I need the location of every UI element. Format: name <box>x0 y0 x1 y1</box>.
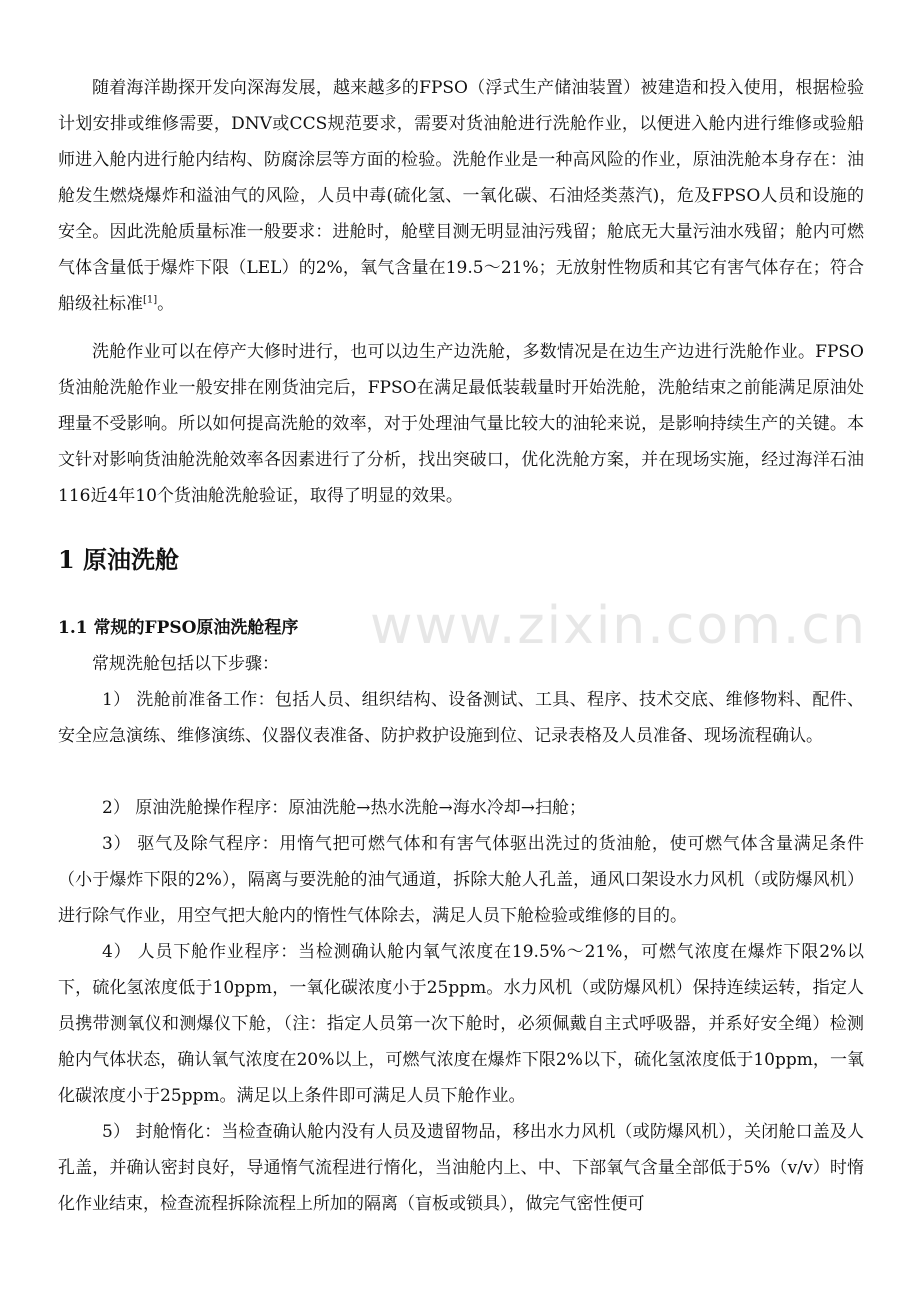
paragraph-intro-1 <box>58 70 864 322</box>
step-3: 3） 驱气及除气程序：用惰气把可燃气体和有害气体驱出洗过的货油舱，使可燃气体含量满足条件（小于爆炸下限的2%），隔离与要洗舱的油气通道，拆除大舱人孔盖，通风口架设水力风机（或防爆风机）进行除气作业，用空气把大舱内的惰性气体除去，满足人员下舱检验或维修的目的。 <box>58 834 864 926</box>
step-2: 2） 原油洗舱操作程序：原油洗舱→热水洗舱→海水冷却→扫舱； <box>102 798 586 818</box>
paragraph-intro-1-end: 。 <box>157 294 175 314</box>
step-1: 1） 洗舱前准备工作：包括人员、组织结构、设备测试、工具、程序、技术交底、维修物料、配件、安全应急演练、维修演练、仪器仪表准备、防护救护设施到位、记录表格及人员准备、现场流程确认。 <box>58 690 864 746</box>
subsection-heading-1-1: 1.1 常规的FPSO原油洗舱程序 <box>58 618 299 638</box>
section-heading-1: 1 原油洗舱 <box>58 545 180 574</box>
citation-ref-1[interactable]: [1] <box>143 294 158 306</box>
step-5: 5） 封舱惰化：当检查确认舱内没有人员及遗留物品，移出水力风机（或防爆风机），关闭舱口盖及人孔盖，并确认密封良好，导通惰气流程进行惰化，当油舱内上、中、下部氧气含量全部低于5%（v/v）时惰化作业结束，检查流程拆除流程上所加的隔离（盲板或锁具），做完气密性便可 <box>58 1122 864 1214</box>
paragraph-intro-2: 洗舱作业可以在停产大修时进行，也可以边生产边洗舱，多数情况是在边生产边进行洗舱作业。FPSO货油舱洗舱作业一般安排在刚货油完后，FPSO在满足最低装载量时开始洗舱，洗舱结束之前能满足原油处理量不受影响。所以如何提高洗舱的效率，对于处理油气量比较大的油轮来说，是影响持续生产的关键。本文针对影响货油舱洗舱效率各因素进行了分析，找出突破口，优化洗舱方案，并在现场实施，经过海洋石油116近4年10个货油舱洗舱验证，取得了明显的效果。 <box>58 342 864 506</box>
paragraph-intro-1-text: 随着海洋勘探开发向深海发展，越来越多的FPSO（浮式生产储油装置）被建造和投入使用，根据检验计划安排或维修需要，DNV或CCS规范要求，需要对货油舱进行洗舱作业，以便进入舱内进行维修或验船师进入舱内进行舱内结构、防腐涂层等方面的检验。洗舱作业是一种高风险的作业，原油洗舱本身存在：油舱发生燃烧爆炸和溢油气的风险，人员中毒(硫化氢、一氧化碳、石油烃类蒸汽)，危及FPSO人员和设施的安全。因此洗舱质量标准一般要求：进舱时，舱壁目测无明显油污残留；舱底无大量污油水残留；舱内可燃气体含量低于爆炸下限（LEL）的2%，氧气含量在19.5～21%；无放射性物质和其它有害气体存在；符合船级社标准 <box>58 78 864 314</box>
step-4: 4） 人员下舱作业程序：当检测确认舱内氧气浓度在19.5%～21%，可燃气浓度在爆炸下限2%以下，硫化氢浓度低于10ppm，一氧化碳浓度小于25ppm。水力风机（或防爆风机）保持连续运转，指定人员携带测氧仪和测爆仪下舱，（注：指定人员第一次下舱时，必须佩戴自主式呼吸器，并系好安全绳）检测舱内气体状态，确认氧气浓度在20%以上，可燃气浓度在爆炸下限2%以下，硫化氢浓度低于10ppm，一氧化碳浓度小于25ppm。满足以上条件即可满足人员下舱作业。 <box>58 942 864 1106</box>
watermark: www.zixin.com.cn <box>370 596 867 656</box>
steps-intro: 常规洗舱包括以下步骤： <box>92 654 279 674</box>
